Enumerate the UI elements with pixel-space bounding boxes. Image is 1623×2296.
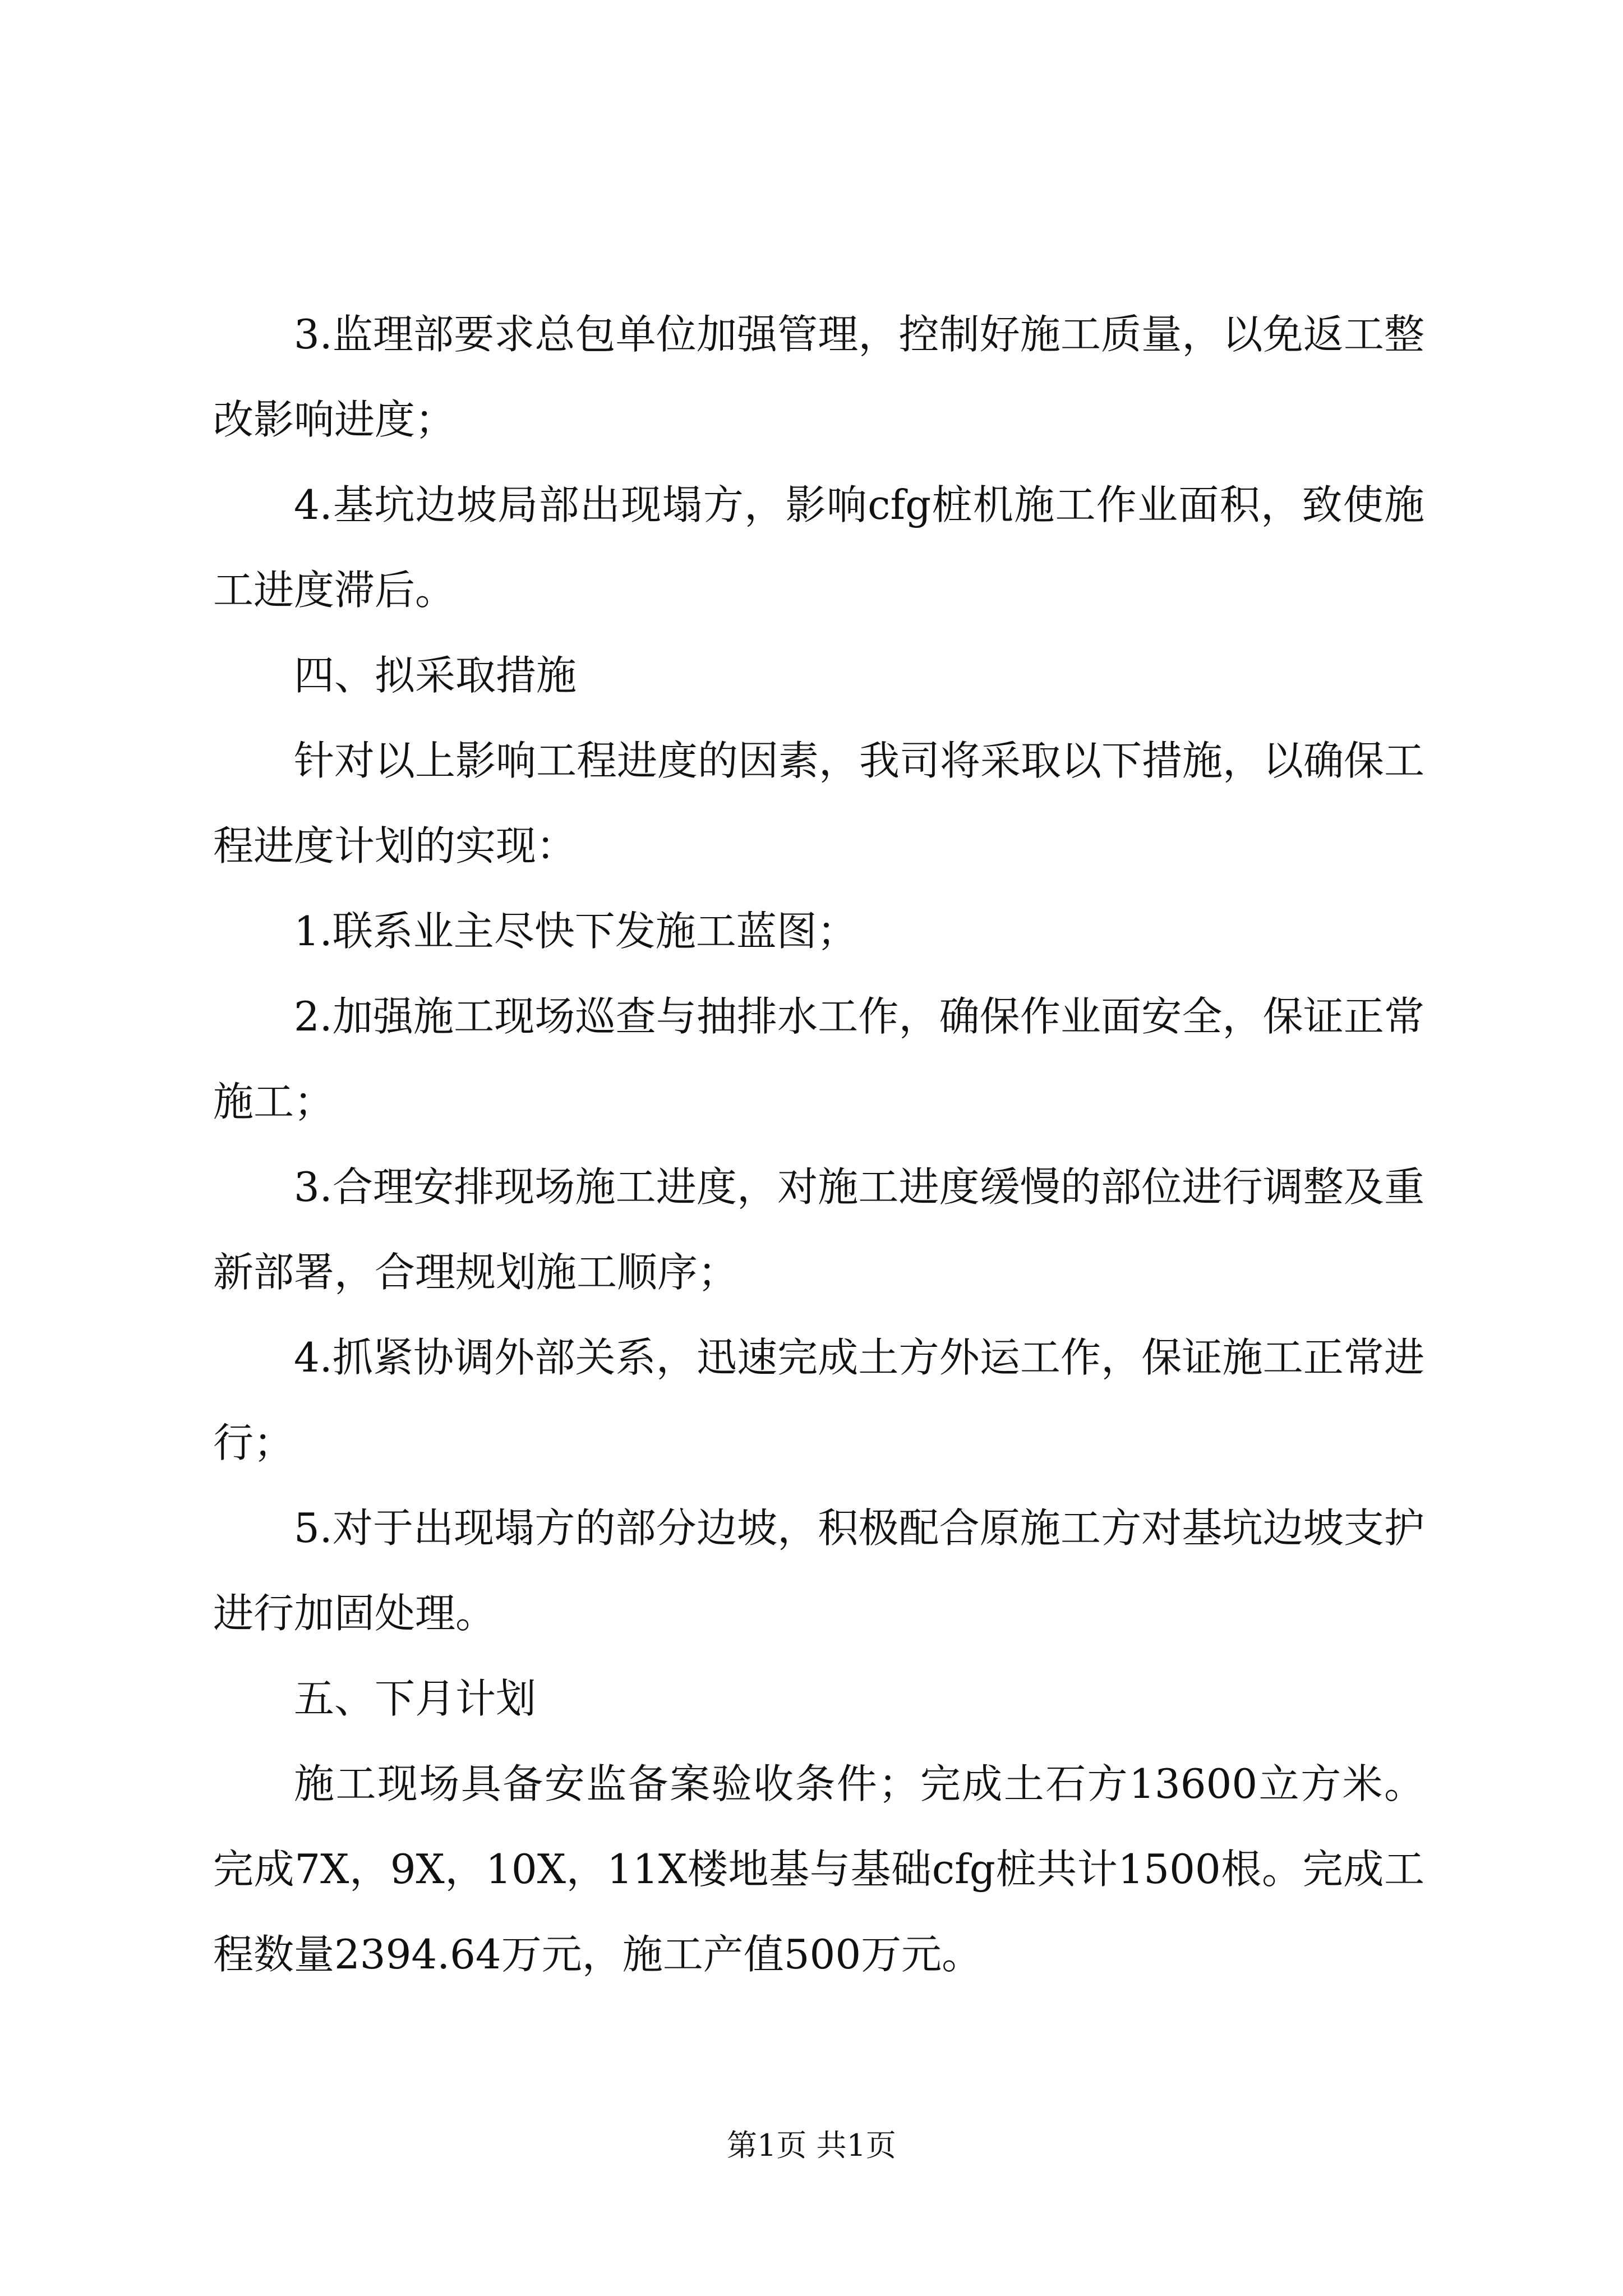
paragraph-next-month-plan: 施工现场具备安监备案验收条件；完成土石方13600立方米。完成7X，9X，10X，11X楼地基与基础cfg桩共计1500根。完成工程数量2394.64万元，施工产值500万元。	[213, 1760, 1424, 1978]
section-heading-next-month-plan: 五、下月计划	[294, 1675, 537, 1722]
measure-item-5: 5.对于出现塌方的部分边坡，积极配合原施工方对基坑边坡支护进行加固处理。	[213, 1504, 1424, 1637]
paragraph-item-4-slope-collapse: 4.基坑边坡局部出现塌方，影响cfg桩机施工作业面积，致使施工进度滞后。	[213, 481, 1424, 614]
paragraph-measures-intro: 针对以上影响工程进度的因素，我司将采取以下措施，以确保工程进度计划的实现：	[213, 737, 1425, 869]
page-footer: 第1页 共1页	[727, 2128, 896, 2163]
measure-item-4: 4.抓紧协调外部关系，迅速完成土方外运工作，保证施工正常进行；	[213, 1334, 1424, 1466]
document-body	[213, 292, 1424, 1997]
measure-item-1: 1.联系业主尽快下发施工蓝图；	[294, 908, 857, 955]
section-heading-measures: 四、拟采取措施	[294, 652, 577, 699]
measure-item-3: 3.合理安排现场施工进度，对施工进度缓慢的部位进行调整及重新部署，合理规划施工顺序；	[213, 1163, 1424, 1296]
paragraph-item-3-quality-control: 3.监理部要求总包单位加强管理，控制好施工质量，以免返工整改影响进度；	[213, 311, 1424, 443]
measure-item-2: 2.加强施工现场巡查与抽排水工作，确保作业面安全，保证正常施工；	[213, 993, 1424, 1125]
